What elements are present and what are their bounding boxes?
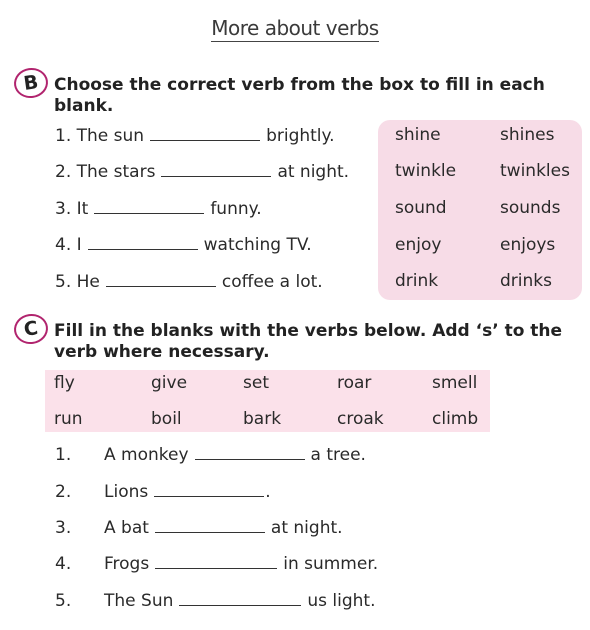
question-text: . [265, 482, 271, 502]
box-word: shine [395, 125, 441, 145]
question-text: brightly. [266, 126, 335, 146]
question-text: A bat [104, 518, 149, 538]
box-word: sound [395, 198, 447, 218]
box-word: sounds [500, 198, 561, 218]
answer-blank[interactable] [150, 139, 260, 141]
question-b-4 [55, 235, 312, 255]
title-text: More about verbs [211, 16, 379, 40]
answer-blank[interactable] [179, 604, 301, 606]
question-text: funny. [210, 199, 262, 219]
section-b-badge [12, 66, 50, 100]
section-c-instruction: Fill in the blanks with the verbs below. Add ‘s’ to the verb where necessary. [54, 321, 563, 362]
answer-blank[interactable] [155, 531, 265, 533]
box-word: enjoy [395, 235, 442, 255]
question-text: at night. [277, 162, 350, 182]
box-word: smell [432, 373, 478, 393]
box-word: drinks [500, 271, 552, 291]
verb-box-c [45, 370, 490, 432]
section-c-badge [12, 312, 50, 346]
question-text: Lions [104, 482, 149, 502]
answer-blank[interactable] [161, 175, 271, 177]
section-b-instruction: Choose the correct verb from the box to fill in each blank. [54, 75, 545, 116]
question-text: watching TV. [203, 235, 312, 255]
box-word: enjoys [500, 235, 556, 255]
box-word: bark [243, 409, 282, 429]
answer-blank[interactable] [155, 567, 277, 569]
question-text: 1. The sun [55, 126, 145, 146]
question-b-3 [55, 199, 262, 219]
answer-blank[interactable] [94, 212, 204, 214]
question-b-5 [55, 272, 323, 292]
question-text: in summer. [283, 554, 379, 574]
question-c-2-number: 2. [55, 482, 72, 502]
question-c-1-number: 1. [55, 445, 72, 465]
verb-box-b [378, 120, 582, 300]
answer-blank[interactable] [195, 458, 305, 460]
question-b-2 [55, 162, 349, 182]
question-c-5-number: 5. [55, 591, 72, 611]
answer-blank[interactable] [88, 248, 198, 250]
question-text: a tree. [310, 445, 366, 465]
question-b-1 [55, 126, 335, 146]
question-text: 3. It [55, 199, 89, 219]
question-c-2 [104, 482, 271, 502]
question-c-3 [104, 518, 343, 538]
box-word: roar [337, 373, 372, 393]
answer-blank[interactable] [106, 285, 216, 287]
question-c-4 [104, 554, 378, 574]
question-c-4-number: 4. [55, 554, 72, 574]
box-word: drink [395, 271, 439, 291]
section-b-letter: B [22, 71, 40, 95]
question-text: coffee a lot. [221, 272, 323, 292]
question-text: 5. He [55, 272, 100, 292]
box-word: set [243, 373, 269, 393]
question-text: 4. I [55, 235, 82, 255]
question-c-3-number: 3. [55, 518, 72, 538]
question-text: A monkey [104, 445, 189, 465]
box-word: climb [432, 409, 479, 429]
section-c-letter: C [22, 317, 40, 341]
box-word: fly [54, 373, 75, 393]
question-text: us light. [307, 591, 376, 611]
box-word: twinkle [395, 161, 457, 181]
question-c-1 [104, 445, 366, 465]
page-title [0, 16, 590, 40]
question-c-5 [104, 591, 376, 611]
box-word: croak [337, 409, 384, 429]
box-word: run [54, 409, 83, 429]
question-text: Frogs [104, 554, 150, 574]
answer-blank[interactable] [154, 495, 264, 497]
question-text: at night. [270, 518, 343, 538]
box-word: give [151, 373, 188, 393]
box-word: twinkles [500, 161, 570, 181]
question-text: The Sun [104, 591, 174, 611]
box-word: shines [500, 125, 555, 145]
box-word: boil [151, 409, 182, 429]
question-text: 2. The stars [55, 162, 156, 182]
